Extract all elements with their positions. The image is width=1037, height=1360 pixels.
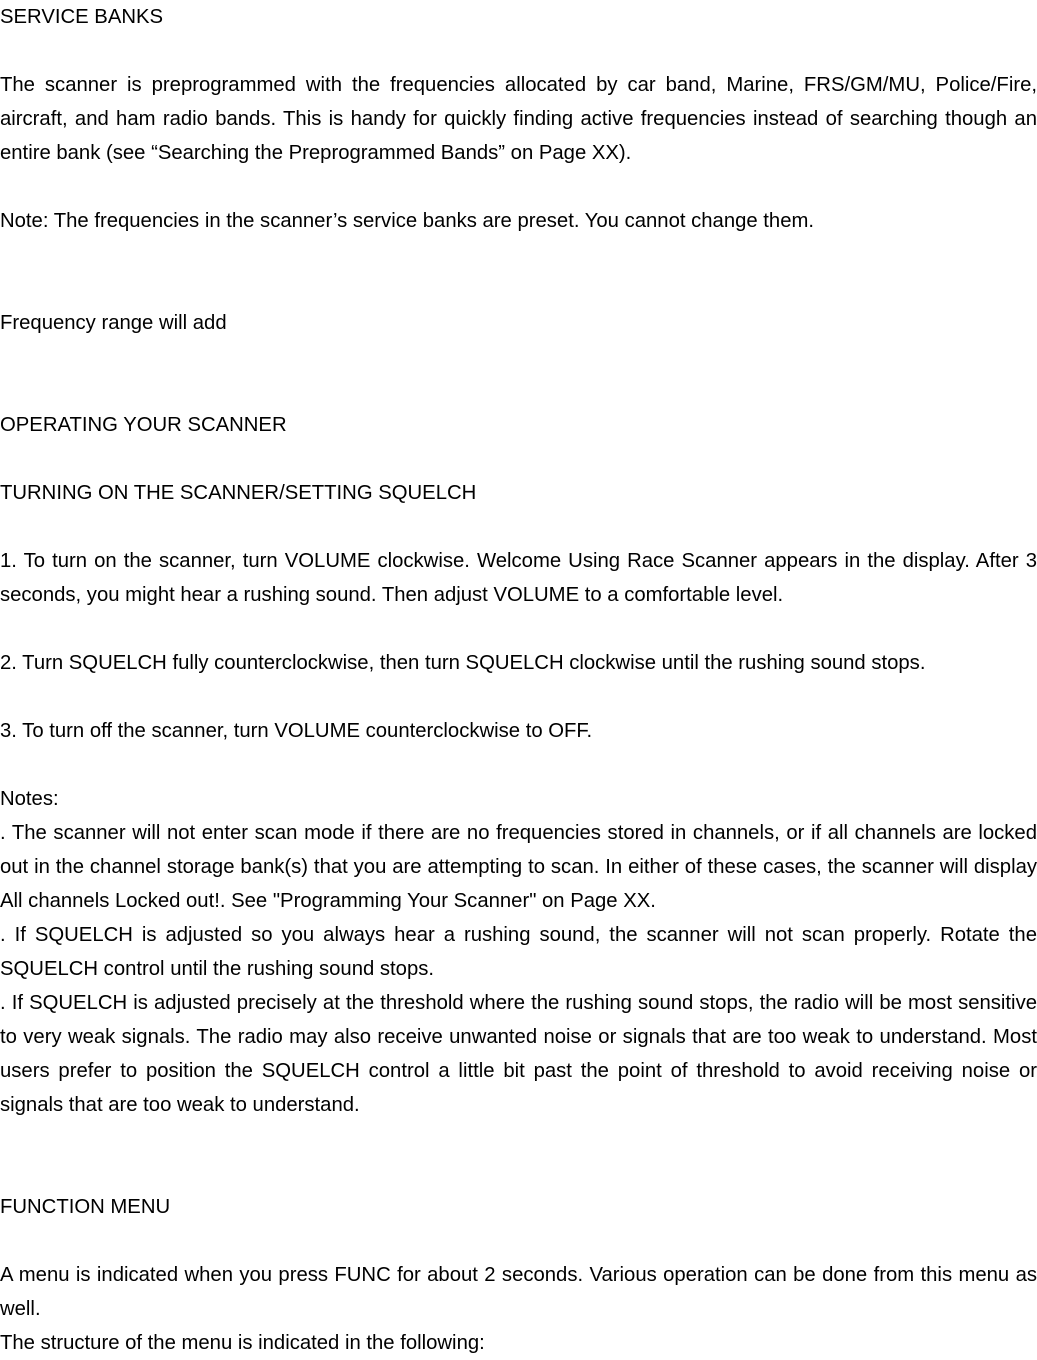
function-menu-paragraph: A menu is indicated when you press FUNC for about 2 seconds. Various operation can be done from this menu as well.	[0, 1264, 1037, 1320]
step-2: 2. Turn SQUELCH fully counterclockwise, then turn SQUELCH clockwise until the rushing sound stops.	[0, 652, 926, 674]
function-menu-heading: FUNCTION MENU	[0, 1196, 171, 1218]
note-item: . The scanner will not enter scan mode if there are no frequencies stored in channels, or if all channels are locked out in the channel storage bank(s) that you are attempting to scan. In either of these cases, the scanner will display All channels Locked out!. See "Programming Your Scanner" on Page XX.	[0, 822, 1037, 912]
turning-on-subheading: TURNING ON THE SCANNER/SETTING SQUELCH	[0, 482, 477, 504]
step-3: 3. To turn off the scanner, turn VOLUME counterclockwise to OFF.	[0, 720, 593, 742]
step-1: 1. To turn on the scanner, turn VOLUME clockwise. Welcome Using Race Scanner appears in the display. After 3 seconds, you might hear a rushing sound. Then adjust VOLUME to a comfortable level.	[0, 550, 1037, 606]
frequency-range-text: Frequency range will add	[0, 312, 227, 334]
menu-structure-line: The structure of the menu is indicated in the following:	[0, 1332, 485, 1354]
service-banks-note: Note: The frequencies in the scanner’s service banks are preset. You cannot change them.	[0, 210, 815, 232]
operating-heading: OPERATING YOUR SCANNER	[0, 414, 287, 436]
note-item: . If SQUELCH is adjusted precisely at the threshold where the rushing sound stops, the radio will be most sensitive to very weak signals. The radio may also receive unwanted noise or signals that are too weak to understand. Most users prefer to position the SQUELCH control a little bit past the point of threshold to avoid receiving noise or signals that are too weak to understand.	[0, 992, 1037, 1116]
notes-label: Notes:	[0, 788, 59, 810]
note-item: . If SQUELCH is adjusted so you always hear a rushing sound, the scanner will not scan properly. Rotate the SQUELCH control until the rushing sound stops.	[0, 924, 1037, 980]
service-banks-paragraph: The scanner is preprogrammed with the frequencies allocated by car band, Marine, FRS/GM/MU, Police/Fire, aircraft, and ham radio bands. This is handy for quickly finding active frequencies instead of searching though an entire bank (see “Searching the Preprogrammed Bands” on Page XX).	[0, 74, 1037, 164]
service-banks-heading: SERVICE BANKS	[0, 6, 164, 28]
